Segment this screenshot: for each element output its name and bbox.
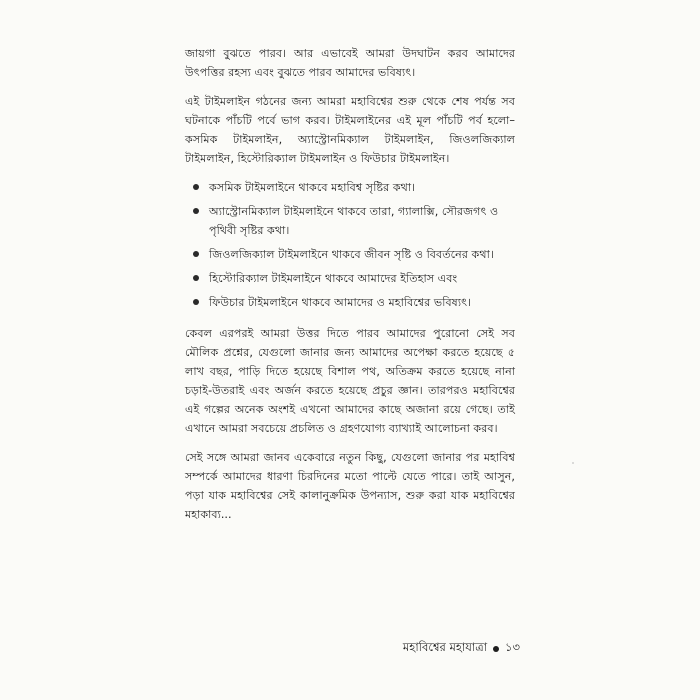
bullet-item bbox=[193, 269, 515, 288]
paragraph-3: কেবল এরপরই আমরা উত্তর দিতে পারব আমাদের পুরোনো সেই সব মৌলিক প্রশ্নের, যেগুলো জানার জন্য আমাদের অপেক্ষা করতে হয়েছে ৫ লাখ বছর, পাড়ি দিতে হয়েছে বিশাল পথ, অতিক্রম করতে হয়েছে নানা চড়াই-উতরাই এবং অর্জন করতে হয়েছে প্রচুর জ্ঞান। তারপরও মহাবিশ্বের এই গল্পের অনেক অংশই এখনো আমাদের কাছে অজানা রয়ে গেছে। তাই এখানে আমরা সবচেয়ে প্রচলিত ও গ্রহণযোগ্য ব্যাখ্যাই আলোচনা করব। bbox=[185, 327, 515, 435]
bullet-text: জিওলজিক্যাল টাইমলাইনে থাকবে জীবন সৃষ্টি ও বিবর্তনের কথা। bbox=[209, 248, 494, 261]
paragraph-1: জায়গা বুঝতে পারব। আর এভাবেই আমরা উদঘাটন করব আমাদের উৎপত্তির রহস্য এবং বুঝতে পারব আমাদের ভবিষ্যৎ। bbox=[185, 47, 515, 79]
paper-speck bbox=[572, 462, 574, 464]
bullet-text: ফিউচার টাইমলাইনে থাকবে আমাদের ও মহাবিশ্বের ভবিষ্যৎ। bbox=[209, 296, 472, 309]
paragraph-2: এই টাইমলাইন গঠনের জন্য আমরা মহাবিশ্বের শুরু থেকে শেষ পর্যন্ত সব ঘটনাকে পাঁচটি পর্বে ভাগ করব। টাইমলাইনের এই মূল পাঁচটি পর্ব হলো– কসমিক টাইমলাইন, অ্যাস্ট্রোনমিক্যাল টাইমলাইন, জিওলজিক্যাল টাইমলাইন, হিস্টোরিক্যাল টাইমলাইন ও ফিউচার টাইমলাইন। bbox=[185, 95, 515, 165]
bullet-text: কসমিক টাইমলাইনে থাকবে মহাবিশ্ব সৃষ্টির কথা। bbox=[209, 181, 416, 194]
bullet-text: অ্যাস্ট্রোনমিক্যাল টাইমলাইনে থাকবে তারা, গ্যালাক্সি, সৌরজগৎ ও পৃথিবী সৃষ্টির কথা। bbox=[209, 205, 499, 237]
bullet-item bbox=[193, 293, 515, 312]
page-number: ১৩ bbox=[505, 640, 520, 654]
bullet-item bbox=[193, 178, 515, 197]
bullet-dot-icon bbox=[193, 184, 199, 190]
running-title: মহাবিশ্বের মহাযাত্রা bbox=[402, 640, 488, 654]
bullet-dot-icon bbox=[193, 208, 199, 214]
page-footer bbox=[403, 639, 520, 658]
bullet-dot-icon bbox=[193, 299, 199, 305]
bullet-dot-icon bbox=[193, 275, 199, 281]
paragraph-4: সেই সঙ্গে আমরা জানব একেবারে নতুন কিছু, যেগুলো জানার পর মহাবিশ্ব সম্পর্কে আমাদের ধারণা চিরদিনের মতো পাল্টে যেতে পারে। তাই আসুন, পড়া যাক মহাবিশ্বের সেই কালানুক্রমিক উপন্যাস, শুরু করা যাক মহাবিশ্বের মহাকাব্য... bbox=[185, 451, 515, 521]
bullet-text: হিস্টোরিক্যাল টাইমলাইনে থাকবে আমাদের ইতিহাস এবং bbox=[209, 272, 458, 285]
bullet-item bbox=[193, 202, 515, 240]
bullet-item bbox=[193, 245, 515, 264]
bullet-dot-icon bbox=[193, 251, 199, 257]
footer-dot-icon bbox=[493, 646, 499, 652]
body-text bbox=[185, 44, 515, 534]
timeline-bullet-list bbox=[185, 178, 515, 312]
